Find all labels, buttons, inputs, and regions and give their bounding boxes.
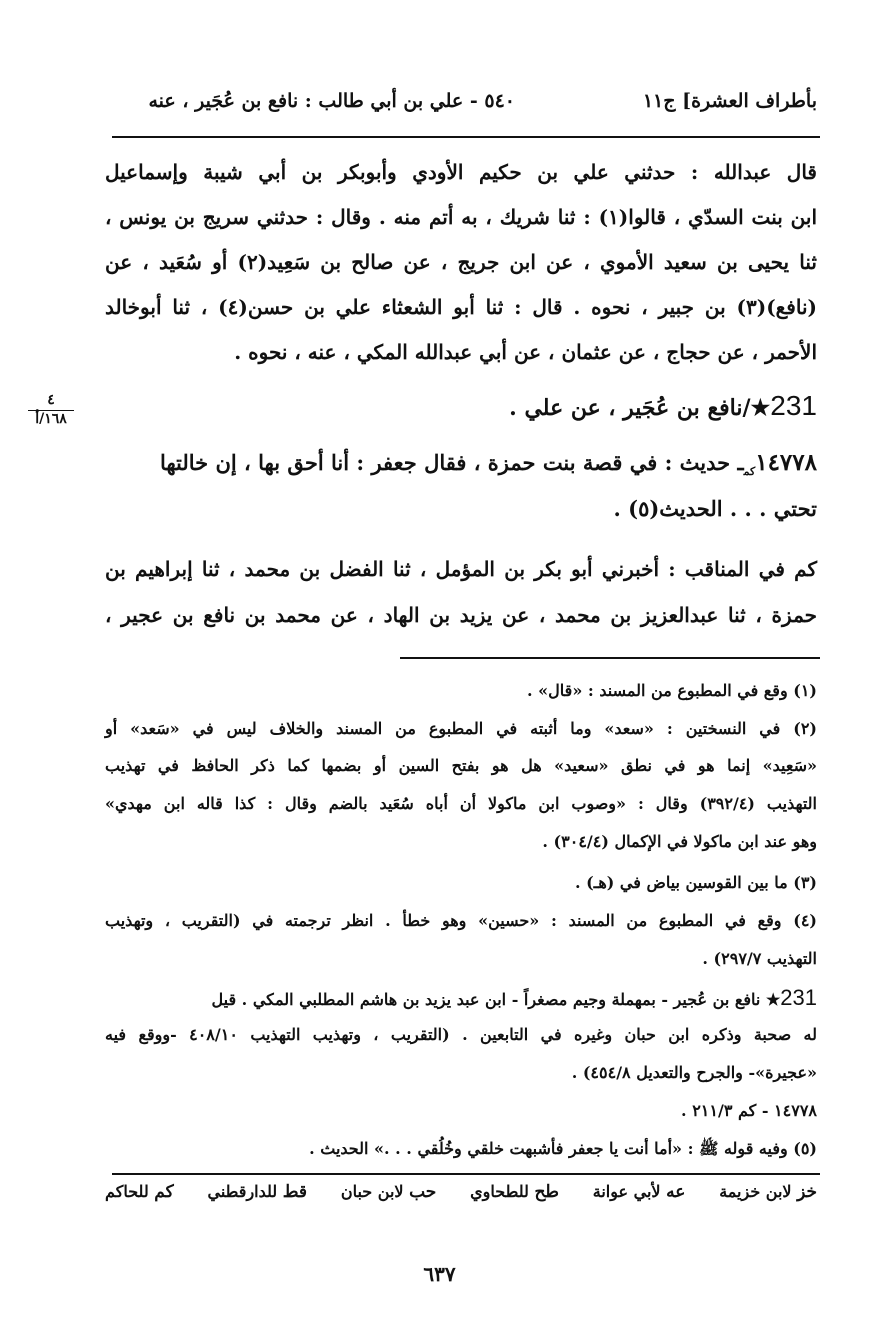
entry-title: /نافع بن عُجَير ، عن علي . [509,395,751,421]
footnote-4-line: (٤) وقع في المطبوع من المسند : «حسين» وهو خطأ . انظر ترجمته في (التقريب ، وتهذيب [105,911,817,930]
abbreviation-item: خز لابن خزيمة [719,1182,817,1202]
footnote-2-line: «سَعِيد» إنما هو في نطق «سعيد» هل هو بفتح السين أو بضمها كما ذكر الحافظ في تهذيب [105,756,817,775]
footnote-1: (١) وقع في المطبوع من المسند : «قال» . [527,681,817,700]
footnote-hadith-ref: ١٤٧٧٨ - كم ٢١١/٣ . [681,1101,817,1120]
abbreviation-item: عه لأبي عوانة [592,1182,686,1202]
paragraph-line: (نافع)(٣) بن جبير ، نحوه . قال : ثنا أبو الشعثاء علي بن حسن(٤) ، ثنا أبوخالد [105,295,817,319]
hadith-text-line: تحتي . . . الحديث(٥) . [613,496,817,521]
footnote-3: (٣) ما بين القوسين بياض في (هـ) . [574,873,817,892]
abbreviation-item: حب لابن حبان [340,1182,437,1202]
footnote-5: (٥) وفيه قوله ﷺ : «أما أنت يا جعفر فأشبهت خلقي وخُلُقي . . .» الحديث . [309,1139,817,1158]
abbreviation-key [105,1182,817,1202]
entry-number: 231 [770,390,817,421]
abbreviation-item: قط للدارقطني [207,1182,308,1202]
paragraph-line: الأحمر ، عن حجاج ، عن عثمان ، عن أبي عبدالله المكي ، عنه ، نحوه . [234,340,817,364]
abbreviation-item: طح للطحاوي [470,1182,559,1202]
entry-heading [509,390,817,422]
star-icon: ★ [750,395,771,421]
header-rule [112,136,820,138]
page-number: ٦٣٧ [423,1262,456,1286]
running-header-volume: بأطراف العشرة] ج١١ [642,90,817,112]
footnote-entry-line [105,985,817,1011]
abbreviation-rule [112,1173,820,1175]
footnote-2-line: التهذيب (٣٩٢/٤) وقال : «وصوب ابن ماكولا أن أباه سُعَيد بالضم وقال : كذا قاله ابن مهدي» [105,794,817,813]
paragraph-line: كم في المناقب : أخبرني أبو بكر بن المؤمل ، ثنا الفضل بن محمد ، ثنا إبراهيم بن [105,557,817,581]
paragraph-line: ابن بنت السدّي ، قالوا(١) : ثنا شريك ، به أتم منه . وقال : حدثني سريج بن يونس ، [105,205,818,229]
running-header-title: ٥٤٠ - علي بن أبي طالب : نافع بن عُجَير ، عنه [148,90,515,112]
footnote-separator [400,657,820,659]
paragraph-line: قال عبدالله : حدثني علي بن حكيم الأودي وأبوبكر بن أبي شيبة وإسماعيل [105,160,817,184]
margin-note-top: ٤ [28,392,74,411]
paragraph-line: حمزة ، ثنا عبدالعزيز بن محمد ، عن يزيد بن الهاد ، عن محمد بن نافع بن عجير ، [105,603,817,627]
hadith-heading [105,449,817,478]
margin-folio-note [28,392,74,427]
hadith-text: ـ حديث : في قصة بنت حمزة ، فقال جعفر : أنا أحق بها ، إن خالتها [159,450,744,475]
paragraph-line: ثنا يحيى بن سعيد الأموي ، عن ابن جريج ، عن صالح بن سَعِيد(٢) أو سُعَيد ، عن [105,250,817,274]
hadith-number: ١٤٧٧٨ [755,449,817,476]
footnote-2-line: وهو عند ابن ماكولا في الإكمال (٣٠٤/٤) . [542,832,817,851]
footnote-4-line: التهذيب ٢٩٧/٧) . [702,949,817,968]
footnote-2-line: (٢) في النسختين : «سعد» وما أثبته في المطبوع من المسند والخلاف ليس في «سَعد» أو [105,719,817,738]
star-icon: ★ [765,990,781,1009]
footnote-entry-line: «عجيرة»- والجرح والتعديل ٤٥٤/٨) . [571,1063,817,1082]
abbreviation-item: كم للحاكم [105,1182,174,1202]
hadith-source-abbr: كم [743,465,756,479]
footnote-entry-text: نافع بن عُجير - بمهملة وجيم مصغراً - ابن عبد يزيد بن هاشم المطلبي المكي . قيل [211,990,761,1009]
margin-note-bottom: ١٦٨/أ [35,411,67,427]
footnote-entry-line: له صحبة وذكره ابن حبان وغيره في التابعين . (التقريب ، وتهذيب التهذيب ٤٠٨/١٠ -ووقع فيه [105,1025,817,1044]
footnote-entry-number: 231 [780,985,817,1010]
